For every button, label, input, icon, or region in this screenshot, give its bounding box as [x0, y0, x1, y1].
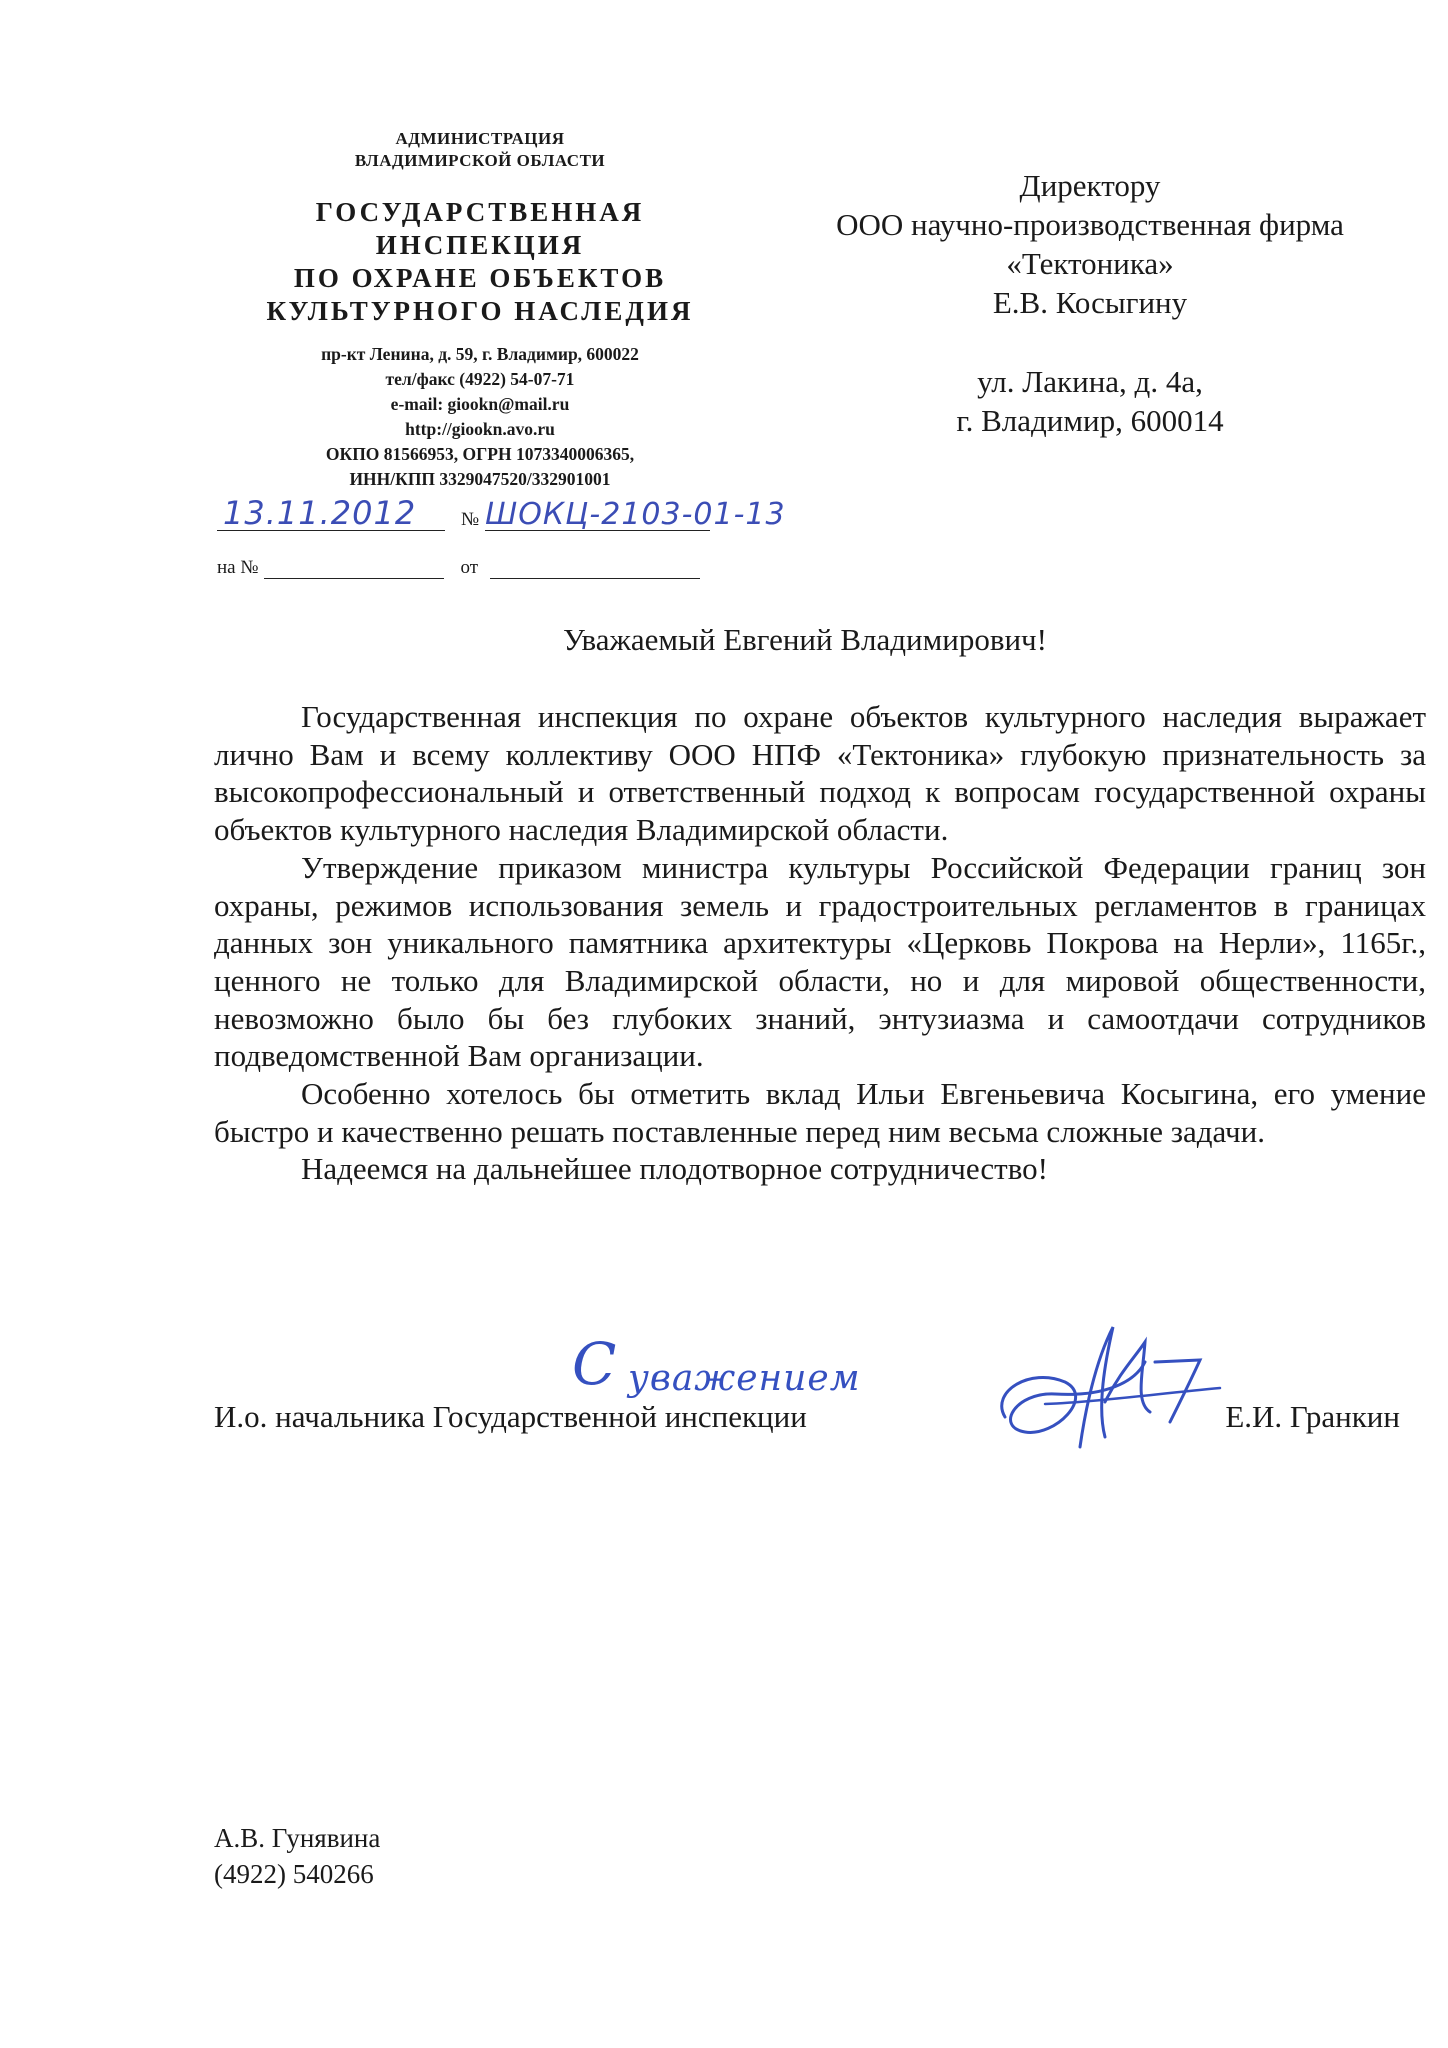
- agency-line: КУЛЬТУРНОГО НАСЛЕДИЯ: [266, 296, 694, 326]
- handwritten-date: 13.11.2012: [223, 494, 417, 532]
- letterhead: [180, 128, 780, 492]
- contact-email: e-mail: giookn@mail.ru: [390, 394, 570, 414]
- admin-line: ВЛАДИМИРСКОЙ ОБЛАСТИ: [354, 151, 606, 170]
- handwritten-closing: [568, 1330, 908, 1430]
- number-field: [485, 497, 786, 532]
- from-label: от: [460, 557, 479, 578]
- ref-date-field: [490, 548, 700, 579]
- agency-line: ПО ОХРАНЕ ОБЪЕКТОВ: [293, 263, 667, 293]
- agency-name: [180, 196, 780, 328]
- contact-address: пр-кт Ленина, д. 59, г. Владимир, 600022: [321, 344, 639, 364]
- contact-phone: тел/факс (4922) 54-07-71: [385, 369, 575, 389]
- signatory-name: Е.И. Гранкин: [1225, 1399, 1400, 1434]
- address-line: г. Владимир, 600014: [956, 403, 1224, 438]
- signatory-position: И.о. начальника Государственной инспекции: [214, 1399, 807, 1434]
- addressee-block: [780, 166, 1400, 440]
- executor-name: А.В. Гунявина: [214, 1823, 381, 1853]
- agency-line: ИНСПЕКЦИЯ: [375, 230, 585, 260]
- signature-scribble: [985, 1322, 1235, 1462]
- addressee-line: Е.В. Косыгину: [992, 285, 1188, 320]
- contact-website: http://giookn.avo.ru: [405, 419, 555, 439]
- addressee-line: «Тектоника»: [1006, 246, 1174, 281]
- address-line: ул. Лакина, д. 4а,: [977, 364, 1203, 399]
- addressee-line: ООО научно-производственная фирма: [836, 207, 1344, 242]
- ref-label: на №: [217, 557, 259, 578]
- letter-body: [214, 698, 1426, 1188]
- administration-title: [180, 128, 780, 172]
- paragraph: Государственная инспекция по охране объектов культурного наследия выражает лично Вам и всему коллективу ООО НПФ «Тектоника» глубокую признательность за высокопрофессиональный и ответственный подход к вопросам государственной охраны объектов культурного наследия Владимирской области.: [214, 699, 1426, 848]
- registration-reference: [217, 548, 700, 579]
- greeting: Уважаемый Евгений Владимирович!: [563, 622, 1047, 657]
- closing-part-1: С: [572, 1330, 617, 1398]
- ref-number-field: [264, 548, 444, 579]
- paragraph: Утверждение приказом министра культуры Российской Федерации границ зон охраны, режимов использования земель и градостроительных регламентов в границах данных зон уникального памятника архитектуры «Церковь Покрова на Нерли», 1165г., ценного не только для Владимирской области, но и для мировой общественности, невозможно было бы без глубоких знаний, энтузиазма и самоотдачи сотрудников подведомственной Вам организации.: [214, 849, 1426, 1074]
- number-label: №: [461, 509, 480, 530]
- executor-block: [214, 1820, 380, 1892]
- paragraph: Надеемся на дальнейшее плодотворное сотрудничество!: [301, 1151, 1048, 1187]
- handwritten-number: ШОКЦ-2103-01-13: [485, 497, 786, 532]
- registration-outgoing: [217, 494, 786, 532]
- agency-contacts: [180, 342, 780, 492]
- agency-line: ГОСУДАРСТВЕННАЯ: [315, 197, 645, 227]
- addressee-address: [780, 362, 1400, 440]
- executor-phone: (4922) 540266: [214, 1859, 374, 1889]
- contact-inn: ИНН/КПП 3329047520/332901001: [349, 469, 611, 489]
- admin-line: АДМИНИСТРАЦИЯ: [395, 129, 565, 148]
- addressee-line: Директору: [1019, 168, 1161, 203]
- closing-part-2: уважением: [628, 1358, 861, 1399]
- date-field: [217, 494, 445, 532]
- paragraph: Особенно хотелось бы отметить вклад Ильи Евгеньевича Косыгина, его умение быстро и качественно решать поставленные перед ним весьма сложные задачи.: [214, 1076, 1426, 1149]
- contact-codes: ОКПО 81566953, ОГРН 1073340006365,: [325, 444, 635, 464]
